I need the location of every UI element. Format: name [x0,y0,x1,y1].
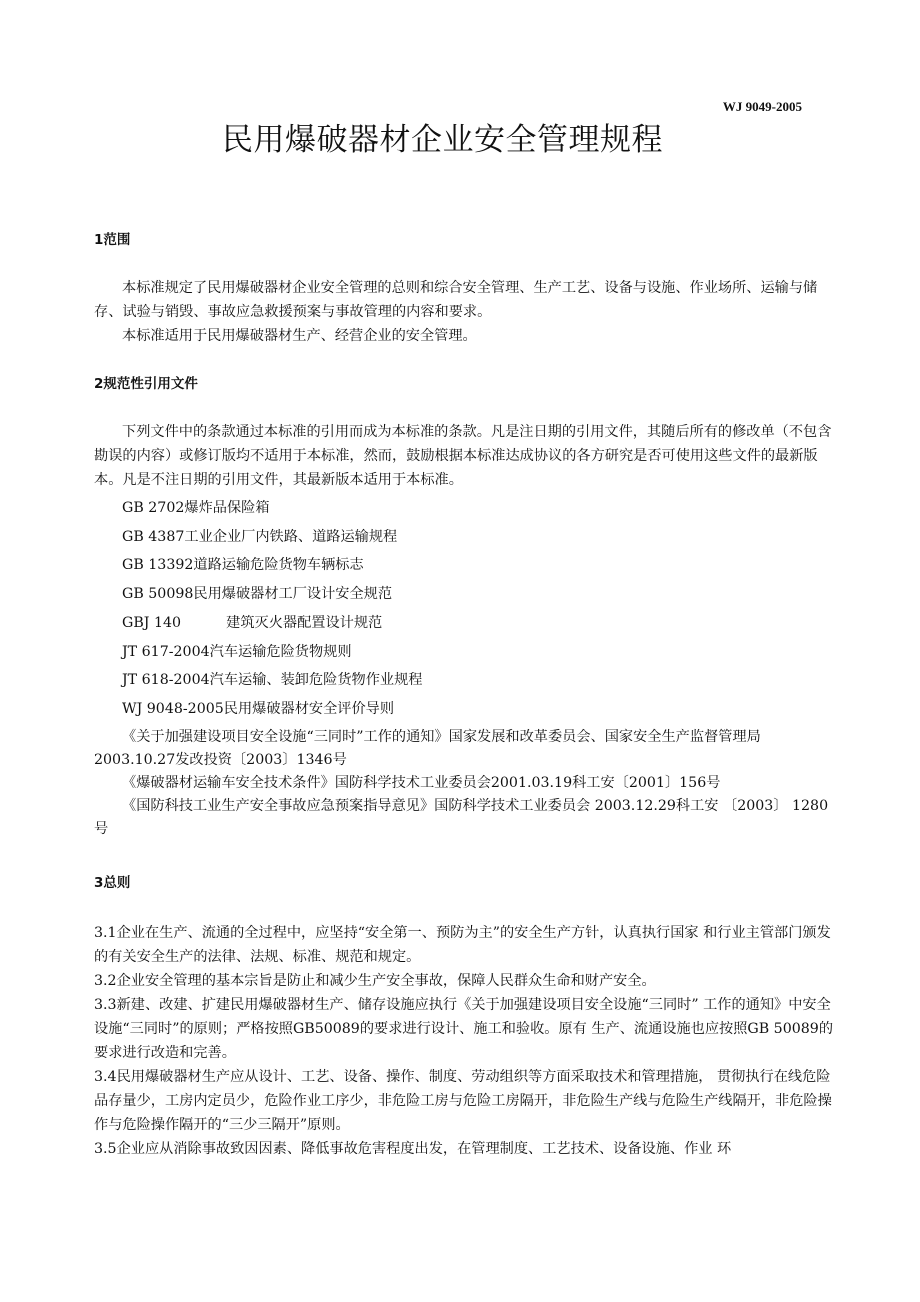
referenced-document: 《国防科技工业生产安全事故应急预案指导意见》国防科学技术工业委员会 2003.12.29科工安 〔2003〕 1280 号 [94,797,829,837]
reference-item: GB 13392道路运输危险货物车辆标志 [122,557,364,574]
referenced-document: 《关于加强建设项目安全设施“三同时”工作的通知》国家发展和改革委员会、国家安全生产监督管理局 2003.10.27发改投资〔2003〕1346号 [94,728,761,768]
general-clause: 3.1企业在生产、流通的全过程中，应坚持“安全第一、预防为主”的安全生产方针，认真执行国家 和行业主管部门颁发的有关安全生产的法律、法规、标准、规范和规定。 [94,924,831,965]
scope-paragraph: 本标准规定了民用爆破器材企业安全管理的总则和综合安全管理、生产工艺、设备与设施、作业场所、运输与储存、试验与销毁、事故应急救援预案与事故管理的内容和要求。 [94,280,818,320]
reference-list [94,494,836,724]
document-body [94,228,836,1161]
reference-item: WJ 9048-2005民用爆破器材安全评价导则 [122,700,395,717]
references-intro: 下列文件中的条款通过本标准的引用而成为本标准的条款。凡是注日期的引用文件，其随后所有的修改单（不包含勘误的内容）或修订版均不适用于本标准，然而，鼓励根据本标准达成协议的各方研究是否可使用这些文件的最新版本。凡是不注日期的引用文件，其最新版本适用于本标准。 [94,424,832,488]
section-heading-scope: 1范围 [94,232,131,248]
scope-paragraph: 本标准适用于民用爆破器材生产、经营企业的安全管理。 [122,328,477,344]
referenced-documents [94,726,836,841]
general-clause: 3.3新建、改建、扩建民用爆破器材生产、储存设施应执行《关于加强建设项目安全设施“三同时” 工作的通知》中安全设施“三同时”的原则；严格按照GB50089的要求进行设计、施工和验收。原有 生产、流通设施也应按照GB 50089的要求进行改造和完善。 [94,996,834,1061]
reference-item: GB 2702爆炸品保险箱 [122,500,270,516]
general-clause: 3.4民用爆破器材生产应从设计、工艺、设备、操作、制度、劳动组织等方面采取技术和管理措施， 贯彻执行在线危险品存量少，工房内定员少，危险作业工序少，非危险工房与危险工房隔开，非危险生产线与危险生产线隔开，非危险操作与危险操作隔开的“三少三隔开”原则。 [94,1068,832,1133]
reference-item: GBJ 140 建筑灭火器配置设计规范 [122,614,383,631]
document-title: 民用爆破器材企业安全管理规程 [222,122,663,158]
referenced-document: 《爆破器材运输车安全技术条件》国防科学技术工业委员会2001.03.19科工安〔2001〕156号 [122,774,721,791]
reference-item: GB 4387工业企业厂内铁路、道路运输规程 [122,528,398,545]
section-heading-general: 3总则 [94,874,131,891]
section-heading-references: 2规范性引用文件 [94,376,198,392]
reference-item: GB 50098民用爆破器材工厂设计安全规范 [122,586,393,603]
general-clause: 3.2企业安全管理的基本宗旨是防止和减少生产安全事故，保障人民群众生命和财产安全。 [94,972,656,989]
general-clause: 3.5企业应从消除事故致因因素、降低事故危害程度出发，在管理制度、工艺技术、设备设施、作业 环 [94,1140,732,1157]
reference-item: JT 617-2004汽车运输危险货物规则 [122,643,352,660]
reference-item: JT 618-2004汽车运输、装卸危险货物作业规程 [122,672,423,689]
document-code: WJ 9049-2005 [722,99,802,114]
